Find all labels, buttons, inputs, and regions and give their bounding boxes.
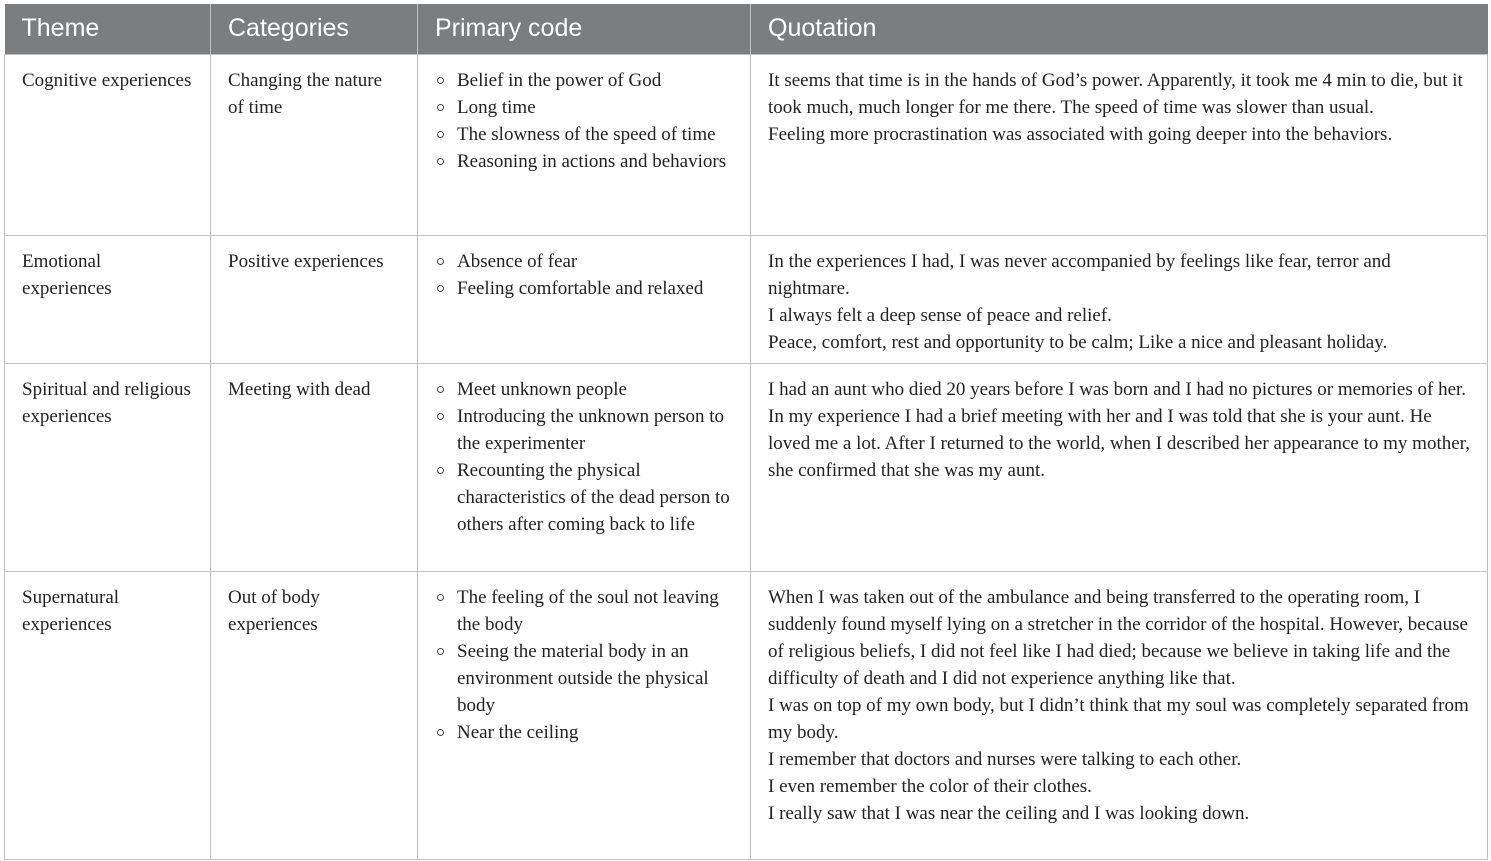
- header-row: [5, 4, 1488, 54]
- codes-list: [435, 376, 733, 538]
- theme-cell: Supernatural experiences: [5, 571, 211, 859]
- category-cell: Meeting with dead: [211, 363, 418, 571]
- category-cell: Changing the nature of time: [211, 54, 418, 235]
- code-item: Belief in the power of God: [435, 67, 733, 94]
- table-row: [5, 235, 1488, 363]
- codes-list: [435, 248, 733, 302]
- quotation-cell: [751, 363, 1488, 571]
- code-item: Feeling comfortable and relaxed: [435, 275, 733, 302]
- quote-line: I really saw that I was near the ceiling and I was looking down.: [768, 802, 1250, 824]
- quotation-cell: [751, 235, 1488, 363]
- code-item: The slowness of the speed of time: [435, 121, 733, 148]
- theme-cell: Emotional experiences: [5, 235, 211, 363]
- code-item: Near the ceiling: [435, 719, 733, 746]
- table-row: [5, 571, 1488, 859]
- quote-line: In my experience I had a brief meeting with her and I was told that she is your aunt. He loved me a lot. After I returned to the world, when I described her appearance to my mother, she confirmed that she was my aunt.: [768, 405, 1470, 481]
- code-item: Absence of fear: [435, 248, 733, 275]
- theme-cell: Cognitive experiences: [5, 54, 211, 235]
- quote-line: Peace, comfort, rest and opportunity to be calm; Like a nice and pleasant holiday.: [768, 331, 1388, 353]
- codes-list: [435, 67, 733, 175]
- header-theme: Theme: [5, 4, 211, 54]
- quote-line: In the experiences I had, I was never accompanied by feelings like fear, terror and nightmare.: [768, 250, 1391, 299]
- themes-table: [4, 4, 1488, 860]
- category-cell: Positive experiences: [211, 235, 418, 363]
- quote-line: I remember that doctors and nurses were talking to each other.: [768, 748, 1242, 770]
- codes-list: [435, 584, 733, 746]
- quote-line: I had an aunt who died 20 years before I was born and I had no pictures or memories of her.: [768, 378, 1467, 400]
- theme-cell: Spiritual and religious experiences: [5, 363, 211, 571]
- codes-cell: [418, 54, 751, 235]
- table-row: [5, 363, 1488, 571]
- code-item: Meet unknown people: [435, 376, 733, 403]
- quote-line: When I was taken out of the ambulance and being transferred to the operating room, I suddenly found myself lying on a stretcher in the corridor of the hospital. However, because of religious beliefs, I did not feel like I had died; because we believe in taking life and the difficulty of death and I did not experience anything like that.: [768, 586, 1468, 689]
- header-categories: Categories: [211, 4, 418, 54]
- quote-line: I always felt a deep sense of peace and relief.: [768, 304, 1112, 326]
- code-item: Recounting the physical characteristics of the dead person to others after coming back to life: [435, 457, 733, 538]
- quotation-cell: [751, 571, 1488, 859]
- code-item: The feeling of the soul not leaving the body: [435, 584, 733, 638]
- code-item: Seeing the material body in an environment outside the physical body: [435, 638, 733, 719]
- codes-cell: [418, 363, 751, 571]
- quote-line: I even remember the color of their clothes.: [768, 775, 1092, 797]
- codes-cell: [418, 235, 751, 363]
- quote-line: It seems that time is in the hands of God’s power. Apparently, it took me 4 min to die, but it took much, much longer for me there. The speed of time was slower than usual.: [768, 69, 1463, 118]
- header-primary-code: Primary code: [418, 4, 751, 54]
- code-item: Reasoning in actions and behaviors: [435, 148, 733, 175]
- code-item: Long time: [435, 94, 733, 121]
- header-quotation: Quotation: [751, 4, 1488, 54]
- quotation-cell: [751, 54, 1488, 235]
- code-item: Introducing the unknown person to the experimenter: [435, 403, 733, 457]
- quote-line: I was on top of my own body, but I didn’t think that my soul was completely separated from my body.: [768, 694, 1469, 743]
- quote-line: Feeling more procrastination was associated with going deeper into the behaviors.: [768, 123, 1393, 145]
- table-container: [4, 4, 1487, 860]
- table-row: [5, 54, 1488, 235]
- category-cell: Out of body experiences: [211, 571, 418, 859]
- codes-cell: [418, 571, 751, 859]
